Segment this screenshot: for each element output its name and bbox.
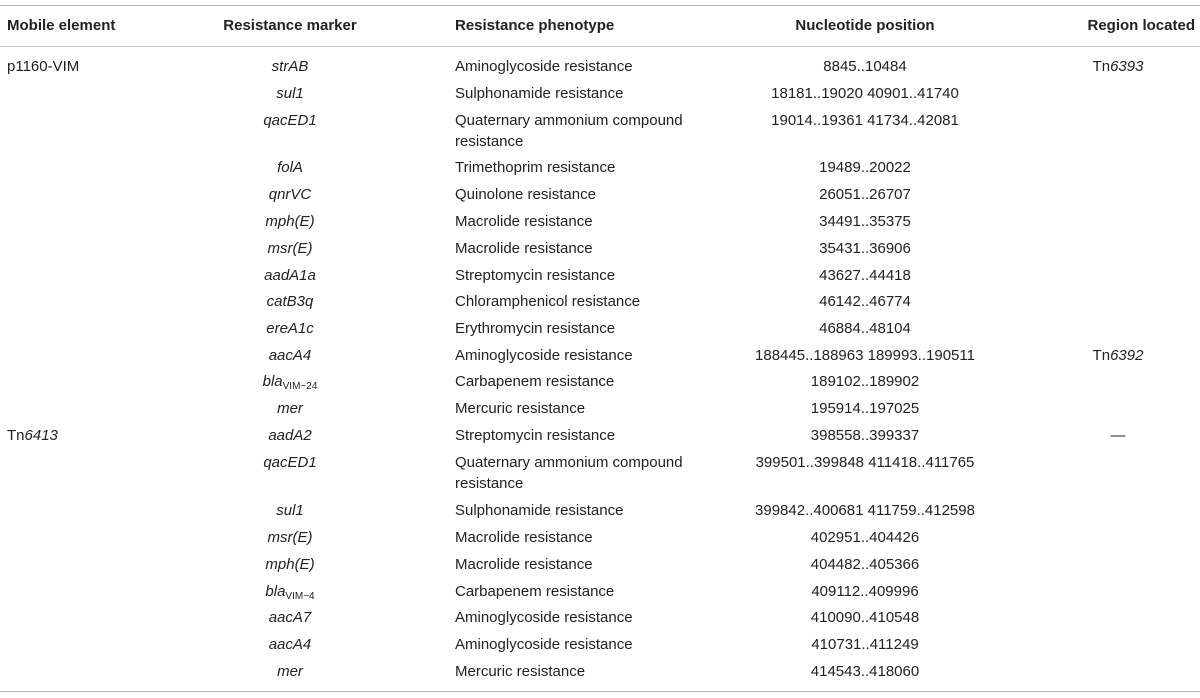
cell-nucleotide-position: 399501..399848 411418..411765: [755, 454, 975, 471]
cell-resistance-marker: aadA2: [268, 427, 312, 444]
cell-resistance-phenotype: Macrolide resistance: [455, 240, 593, 257]
cell-resistance-marker: qnrVC: [268, 186, 312, 203]
cell-resistance-marker: msr(E): [267, 240, 313, 257]
cell-mobile-element: p1160-VIM: [7, 58, 80, 75]
cell-resistance-phenotype: Chloramphenicol resistance: [455, 293, 641, 310]
cell-resistance-phenotype: Sulphonamide resistance: [455, 502, 624, 519]
cell-resistance-phenotype: Carbapenem resistance: [455, 373, 615, 390]
cell-nucleotide-position: 410731..411249: [811, 636, 919, 653]
cell-nucleotide-position: 46884..48104: [819, 320, 911, 337]
table-bottom-rule: [0, 691, 1200, 692]
cell-nucleotide-position: 26051..26707: [819, 186, 911, 203]
cell-resistance-phenotype: Quinolone resistance: [455, 186, 596, 203]
cell-resistance-marker: aacA4: [268, 636, 312, 653]
cell-resistance-phenotype: Mercuric resistance: [455, 400, 586, 417]
cell-resistance-marker: aacA4: [268, 347, 312, 364]
cell-nucleotide-position: 409112..409996: [811, 583, 919, 600]
cell-nucleotide-position: 18181..19020 40901..41740: [771, 85, 959, 102]
cell-nucleotide-position: 410090..410548: [810, 609, 920, 626]
cell-resistance-phenotype: Aminoglycoside resistance: [455, 609, 633, 626]
cell-resistance-marker: ereA1c: [266, 320, 314, 337]
cell-resistance-phenotype: Trimethoprim resistance: [455, 159, 616, 176]
cell-resistance-marker: mer: [277, 663, 303, 680]
cell-resistance-marker: catB3q: [266, 293, 314, 310]
cell-nucleotide-position: 414543..418060: [810, 663, 920, 680]
cell-resistance-marker: bla$_{VIM-4}$: [265, 583, 315, 602]
cell-resistance-marker: aacA7: [268, 609, 312, 626]
cell-resistance-phenotype: Macrolide resistance: [455, 213, 593, 230]
cell-resistance-phenotype: Streptomycin resistance: [455, 267, 616, 284]
cell-nucleotide-position: 19014..19361 41734..42081: [771, 112, 959, 129]
header-rule: [0, 46, 1200, 47]
cell-resistance-phenotype: Quaternary ammonium compound resistance: [455, 454, 683, 492]
cell-resistance-phenotype: Mercuric resistance: [455, 663, 586, 680]
header-resistance-marker: Resistance marker: [223, 17, 357, 34]
cell-resistance-phenotype: Aminoglycoside resistance: [455, 58, 633, 75]
cell-resistance-marker: folA: [277, 159, 303, 176]
header-region-located: Region located: [1087, 17, 1195, 34]
cell-resistance-phenotype: Macrolide resistance: [455, 529, 593, 546]
cell-nucleotide-position: 35431..36906: [819, 240, 911, 257]
cell-resistance-phenotype: Macrolide resistance: [455, 556, 593, 573]
cell-resistance-phenotype: Quaternary ammonium compound resistance: [455, 112, 683, 150]
cell-nucleotide-position: 399842..400681 411759..412598: [755, 502, 975, 519]
cell-resistance-marker: sul1: [276, 502, 304, 519]
cell-nucleotide-position: 402951..404426: [810, 529, 920, 546]
cell-resistance-marker: msr(E): [267, 529, 313, 546]
cell-region-located: Tn6393: [1092, 58, 1144, 75]
cell-resistance-marker: strAB: [271, 58, 309, 75]
cell-resistance-phenotype: Aminoglycoside resistance: [455, 636, 633, 653]
table-top-rule: [0, 5, 1200, 6]
cell-resistance-marker: mph(E): [265, 556, 315, 573]
cell-resistance-marker: aadA1a: [264, 267, 316, 284]
cell-nucleotide-position: 398558..399337: [810, 427, 920, 444]
cell-resistance-phenotype: Sulphonamide resistance: [455, 85, 624, 102]
cell-nucleotide-position: 404482..405366: [810, 556, 920, 573]
cell-resistance-marker: qacED1: [263, 454, 317, 471]
cell-resistance-marker: mer: [277, 400, 303, 417]
cell-nucleotide-position: 195914..197025: [810, 400, 920, 417]
cell-resistance-marker: bla$_{VIM-24}$: [262, 373, 318, 392]
cell-resistance-marker: mph(E): [265, 213, 315, 230]
header-mobile-element: Mobile element: [7, 17, 116, 34]
cell-nucleotide-position: 19489..20022: [819, 159, 911, 176]
cell-resistance-marker: qacED1: [263, 112, 317, 129]
cell-region-located: Tn6392: [1092, 347, 1144, 364]
cell-nucleotide-position: 188445..188963 189993..190511: [755, 347, 975, 364]
cell-mobile-element: Tn6413: [7, 427, 58, 444]
cell-resistance-phenotype: Erythromycin resistance: [455, 320, 616, 337]
cell-region-located: —: [1110, 427, 1126, 444]
cell-nucleotide-position: 34491..35375: [819, 213, 911, 230]
cell-resistance-marker: sul1: [276, 85, 304, 102]
cell-resistance-phenotype: Carbapenem resistance: [455, 583, 615, 600]
header-resistance-phenotype: Resistance phenotype: [455, 17, 615, 34]
cell-resistance-phenotype: Streptomycin resistance: [455, 427, 616, 444]
header-nucleotide-position: Nucleotide position: [795, 17, 935, 34]
cell-nucleotide-position: 46142..46774: [819, 293, 911, 310]
cell-nucleotide-position: 8845..10484: [823, 58, 907, 75]
cell-nucleotide-position: 43627..44418: [819, 267, 911, 284]
cell-nucleotide-position: 189102..189902: [810, 373, 920, 390]
cell-resistance-phenotype: Aminoglycoside resistance: [455, 347, 633, 364]
